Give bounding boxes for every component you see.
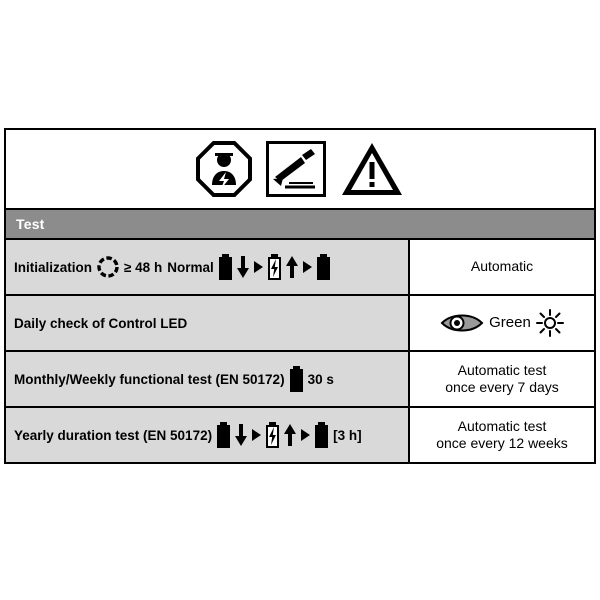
row-label-text: Yearly duration test (EN 50172) [14,427,213,443]
battery-charging-icon [266,422,279,448]
row-label-duration: ≥ 48 h [124,259,163,275]
row-label-monthly-test [6,352,410,406]
arrow-up-icon [284,423,296,447]
safety-icons-row [6,130,594,210]
battery-full-icon [315,422,328,448]
row-value-monthly-test [410,352,594,406]
row-label-duration: [3 h] [333,427,362,443]
row-value-line1: Automatic test [457,417,547,434]
table-row [6,352,594,408]
row-label-mode: Normal [167,259,214,275]
triangle-right-icon [301,429,310,441]
battery-full-icon [219,254,232,280]
row-label-initialization [6,240,410,294]
arrow-down-icon [237,255,249,279]
table-row [6,296,594,352]
row-label-daily-check: Daily check of Control LED [6,296,410,350]
ring-icon [97,256,119,278]
test-schedule-table [4,128,596,464]
row-value-line2: once every 7 days [445,379,559,395]
row-value-line2: once every 12 weeks [436,435,568,451]
triangle-right-icon [303,261,312,273]
sun-icon [536,309,564,337]
eye-icon [440,311,484,335]
arrow-up-icon [286,255,298,279]
table-title-bar: Test [6,210,594,240]
row-value-initialization: Automatic [410,240,594,294]
row-value-yearly-test [410,408,594,462]
arrow-down-icon [235,423,247,447]
row-label-yearly-test [6,408,410,462]
row-label-text: Monthly/Weekly functional test (EN 50172) [14,371,285,387]
battery-full-icon [217,422,230,448]
electrician-qualified-person-icon [196,141,252,197]
battery-charging-icon [268,254,281,280]
row-value-daily-check [410,296,594,350]
led-colour-label: Green [489,313,531,331]
battery-full-icon [290,366,303,392]
row-label-text: Initialization [14,259,93,275]
battery-full-icon [317,254,330,280]
table-row [6,240,594,296]
read-instructions-hand-icon [266,141,326,197]
triangle-right-icon [254,261,263,273]
warning-triangle-icon [340,141,404,197]
row-value-line1: Automatic test [457,361,547,378]
row-label-duration: 30 s [307,371,334,387]
triangle-right-icon [252,429,261,441]
table-row [6,408,594,462]
